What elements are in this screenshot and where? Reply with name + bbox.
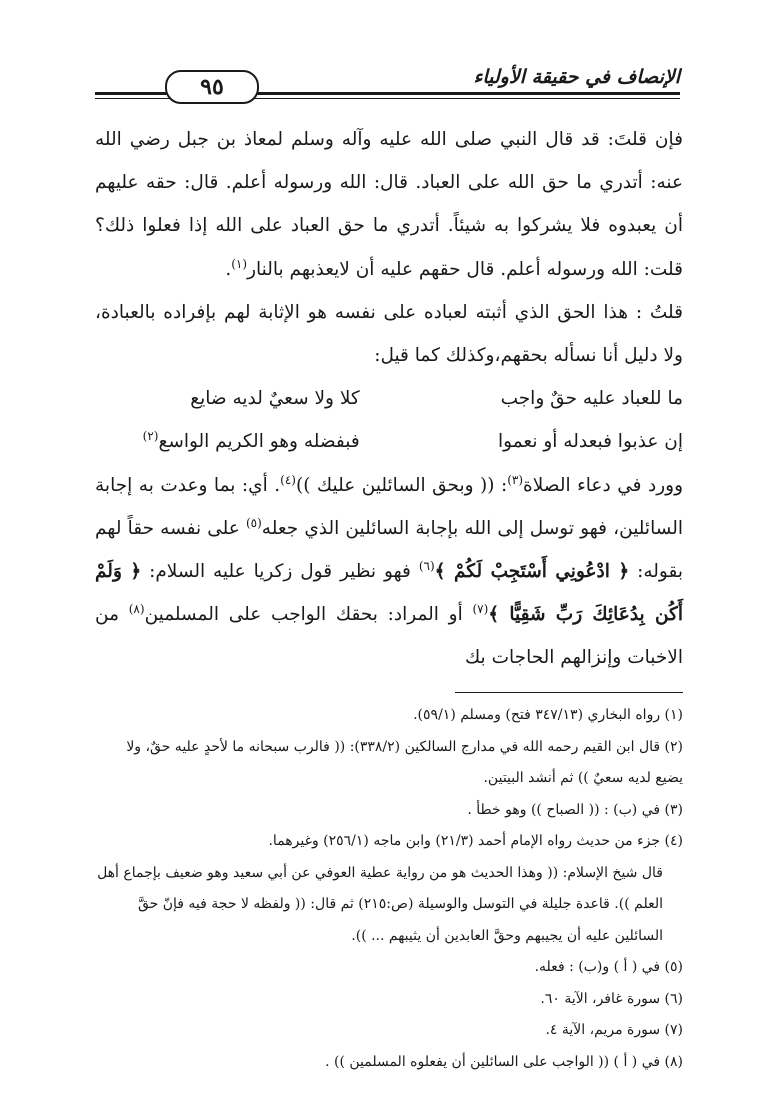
footnote-continuation: قال شيخ الإسلام: (( وهذا الحديث هو من رواية عطية العوفي عن أبي سعيد وهو ضعيف بإجماع أهل العلم )). قاعدة جليلة في التوسل والوسيلة (ص:٢١٥) ثم قال: (( ولفظه لا حجة فيه فإنّ حقَّ السائلين عليه أن يجيبهم وحقَّ العابدين أن يثيبهم ... )). [97, 864, 663, 944]
page-number: ٩٥ [165, 70, 259, 104]
poem [95, 377, 683, 463]
footnote-mark: (٨) [128, 602, 145, 617]
footnote-mark: (١) [231, 256, 248, 271]
paragraph-end: . [225, 258, 232, 280]
footnote: (٦) سورة غافر، الآية ٦٠. [540, 990, 683, 1007]
footnote-mark: (٧) [472, 602, 489, 617]
paragraph-text: فإن قلتَ: قد قال النبي صلى الله عليه وآله وسلم لمعاذ بن جبل رضي الله عنه: أتدري ما حق الله على العباد. قال: الله ورسوله أعلم. قال: حقه عليهم أن يعبدوه فلا يشركوا به شيئاً. أتدري ما حق العباد على الله إذا فعلوا ذلك؟ قلت: الله ورسوله أعلم. قال حقهم عليه أن لايعذبهم بالنار [95, 129, 683, 280]
paragraph-text: من الاخبات وإنزالهم الحاجات بك [95, 604, 683, 669]
poem-verse [95, 420, 683, 463]
poem-verse [95, 377, 683, 420]
footnote: (١) رواه البخاري (٣٤٧/١٣ فتح) ومسلم (٥٩/١). [413, 707, 683, 723]
verse-first-hemistich: إن عذبوا فبعدله أو نعموا [498, 431, 683, 453]
footnote: (٣) في (ب) : (( الصباح )) وهو خطأ . [467, 801, 683, 818]
paragraph [95, 464, 683, 680]
verse-text: فبفضله وهو الكريم الواسع [158, 431, 360, 453]
quran-verse: ﴿ ادْعُونِي أَسْتَجِبْ لَكُمْ ﴾ [434, 561, 630, 583]
footnote-separator [455, 692, 683, 693]
main-text [95, 118, 683, 680]
footnote: (٢) قال ابن القيم رحمه الله في مدارج السالكين (٣٣٨/٢): (( فالرب سبحانه ما لأحدٍ عليه حقٌ، ولا يضيع لديه سعيٌ )) ثم أنشد البيتين. [126, 738, 683, 786]
footnote-mark: (٣) [507, 472, 524, 487]
paragraph-text: على نفسه حقاً لهم بقوله: [95, 517, 683, 583]
footnote: (٨) في ( أ ) (( الواجب على السائلين أن يفعلوه المسلمين )) . [325, 1053, 683, 1070]
page-header [95, 60, 680, 110]
footnote: (٧) سورة مريم، الآية ٤. [545, 1022, 683, 1038]
running-title: الإنصاف في حقيقة الأولياء [473, 66, 680, 88]
paragraph-text: أو المراد: بحقك الواجب على المسلمين [144, 604, 473, 626]
verse-second-hemistich: كلا ولا سعيٌ لديه ضايع [190, 388, 360, 410]
verse-second-hemistich [95, 420, 360, 463]
footnote-mark: (٢) [142, 429, 159, 444]
paragraph-text: . أي: بما وعدت به إجابة السائلين، فهو توسل إلى الله بإجابة السائلين الذي جعله [95, 474, 683, 539]
quran-verse: ﴿ وَلَمْ أَكُن بِدُعَائِكَ رَبِّ شَقِيًّا ﴾ [95, 561, 684, 626]
footnote: (٤) جزء من حديث رواه الإمام أحمد (٢١/٣) وابن ماجه (٢٥٦/١) وغيرهما. [268, 833, 683, 849]
paragraph: قلتُ : هذا الحق الذي أثبته لعباده على نفسه هو الإثابة لهم بإفراده بالعبادة، ولا دليل أنا نسأله بحقهم،وكذلك كما قيل: [95, 301, 683, 367]
verse-first-hemistich: ما للعباد عليه حقٌ واجب [500, 388, 683, 410]
footnote-mark: (٤) [280, 472, 296, 487]
footnote-mark: (٦) [418, 558, 435, 573]
paragraph [95, 118, 683, 291]
paragraph-text: : (( وبحق السائلين عليك )) [295, 474, 508, 496]
footnotes [95, 700, 683, 1078]
footnote: (٥) في ( أ ) و(ب) : فعله. [534, 959, 683, 975]
paragraph-text: فهو نظير قول زكريا عليه السلام: [141, 561, 419, 583]
footnote-mark: (٥) [245, 515, 262, 530]
paragraph-text: وورد في دعاء الصلاة [523, 474, 684, 496]
